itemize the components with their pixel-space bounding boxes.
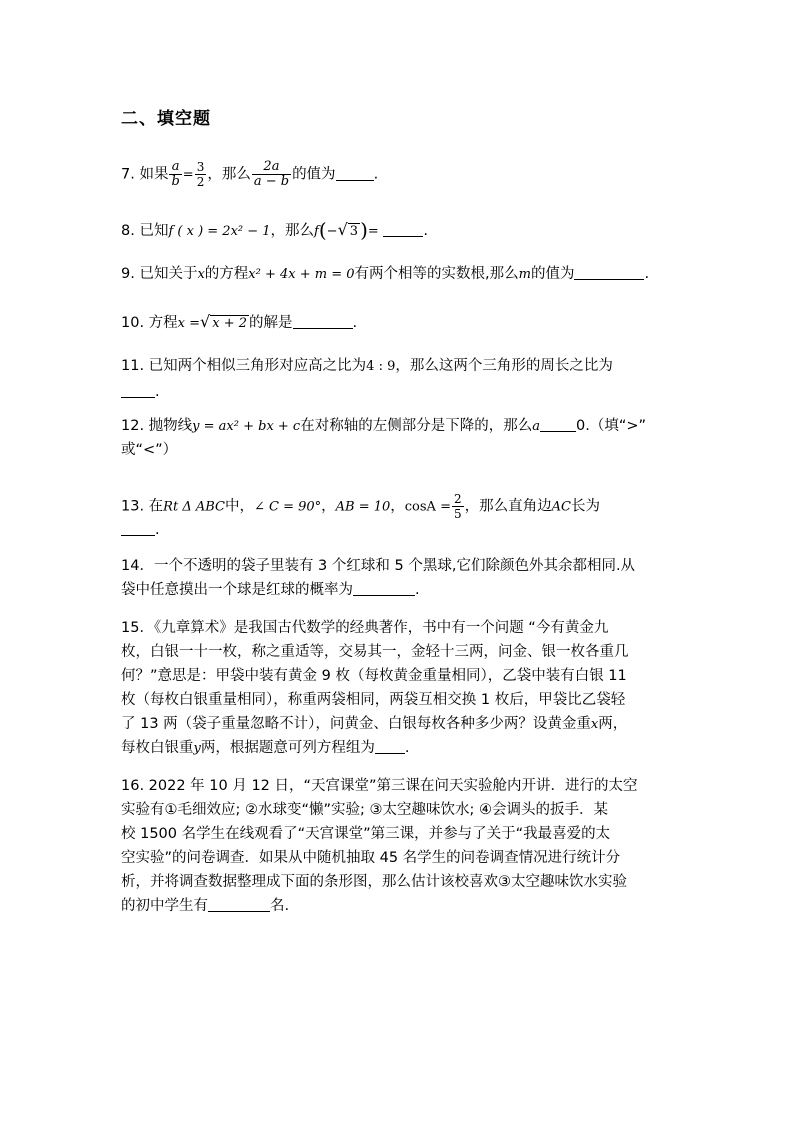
question-16: 16. 2022 年 10 月 12 日，“天宫课堂”第三课在问天实验舱内开讲．进行的太空 bbox=[121, 778, 638, 794]
fraction-2-over-5: $\frac{2}{5}$ bbox=[453, 492, 462, 521]
right-paren: ) bbox=[360, 218, 368, 242]
period: . bbox=[415, 582, 420, 598]
question-number: 8. bbox=[121, 223, 135, 239]
parabola-equation: y = ax² + bx + c bbox=[192, 419, 301, 434]
question-number: 10. bbox=[121, 315, 145, 331]
q13-text-2: 中， bbox=[224, 498, 254, 515]
variable-m: m bbox=[518, 267, 531, 282]
question-15-line-5 bbox=[121, 714, 627, 735]
answer-blank[interactable] bbox=[293, 314, 353, 329]
question-15-line-4: 枚（每枚白银重量相同），称重两袋相同，两袋互相交换 1 枚后，甲袋比乙袋轻 bbox=[121, 692, 626, 708]
q7-text-2: ，那么 bbox=[207, 166, 251, 183]
question-15-line-2: 枚，白银一十一枚，称之重适等，交易其一，金轻十三两，问金、银一枚各重几 bbox=[121, 644, 629, 660]
question-14: 14．一个不透明的袋子里装有 3 个红球和 5 个黑球,它们除颜色外其余都相同.从 bbox=[121, 558, 636, 574]
function-name: f bbox=[314, 224, 319, 239]
section-title: 二、填空题 bbox=[121, 109, 211, 129]
question-13-line-2 bbox=[121, 520, 160, 540]
question-16-line-5: 析，并将调查数据整理成下面的条形图，那么估计该校喜欢③太空趣味饮水实验 bbox=[121, 874, 627, 890]
answer-blank[interactable] bbox=[121, 521, 155, 536]
left-paren: ( bbox=[318, 218, 327, 242]
variable-x: x bbox=[197, 267, 205, 282]
answer-blank[interactable] bbox=[353, 581, 415, 596]
period: . bbox=[352, 315, 358, 331]
question-16-line-6 bbox=[121, 896, 289, 916]
question-14-line-2 bbox=[121, 580, 420, 600]
answer-blank[interactable] bbox=[336, 166, 374, 181]
question-15: 15．《九章算术》是我国古代数学的经典著作，书中有一个问题 “今有黄金九 bbox=[121, 620, 609, 636]
q14-text-2: 袋中任意摸出一个球是红球的概率为 bbox=[121, 582, 353, 598]
question-16-line-2: 实验有①毛细效应; ②水球变“懒”实验; ③太空趣味饮水; ④会调头的扳手．某 bbox=[121, 802, 609, 818]
side-ac: AC bbox=[551, 499, 571, 515]
q15-text-5b: 两， bbox=[598, 716, 628, 732]
question-12 bbox=[121, 416, 646, 437]
question-7 bbox=[121, 160, 378, 189]
q8-text-1: 已知 bbox=[139, 223, 169, 239]
q7-text-1: 如果 bbox=[139, 166, 169, 183]
period: . bbox=[404, 740, 410, 756]
answer-blank[interactable] bbox=[208, 897, 270, 912]
comma: ， bbox=[390, 498, 405, 515]
q11-text-2: ，那么这两个三角形的周长之比为 bbox=[395, 358, 613, 374]
q15-text-6: 每枚白银重 bbox=[121, 740, 194, 756]
q10-text-1: 方程 bbox=[148, 315, 178, 331]
q12-text-1: 抛物线 bbox=[148, 418, 193, 434]
variable-y: y bbox=[193, 741, 201, 756]
period: . bbox=[373, 166, 379, 183]
answer-blank[interactable] bbox=[121, 383, 155, 398]
sqrt-x-plus-2: √ x + 2 bbox=[200, 312, 247, 331]
period: . bbox=[644, 266, 650, 282]
variable-x: x bbox=[590, 717, 599, 732]
q13-text-1: 在 bbox=[148, 498, 164, 515]
q8-text-2: ，那么 bbox=[270, 223, 315, 239]
q15-text-5: 了 13 两（袋子重量忽略不计），问黄金、白银每枚各种多少两？设黄金重 bbox=[121, 716, 591, 732]
q10-text-2: 的解是 bbox=[249, 315, 293, 331]
period: . bbox=[423, 223, 428, 239]
fraction-2a-over-a-minus-b: $\frac{2a}{a - b}$ bbox=[253, 159, 290, 189]
comma: ， bbox=[321, 498, 336, 515]
equation-lhs: x = bbox=[177, 316, 201, 331]
side-ab: AB = 10 bbox=[335, 499, 391, 515]
question-12-line-2: 或“<”） bbox=[121, 442, 178, 458]
question-15-line-6 bbox=[121, 738, 409, 759]
q13-text-4: 长为 bbox=[570, 498, 600, 515]
question-11-line-2 bbox=[121, 382, 160, 402]
ratio: 4 : 9 bbox=[366, 359, 396, 374]
question-16-line-4: 空实验”的问卷调查．如果从中随机抽取 45 名学生的问卷调查情况进行统计分 bbox=[121, 850, 621, 866]
q12-text-3: 0.（填“>” bbox=[575, 418, 646, 434]
question-8 bbox=[121, 220, 428, 242]
q9-text-2: 的方程 bbox=[204, 266, 249, 282]
answer-blank[interactable] bbox=[375, 739, 405, 754]
q7-text-3: 的值为 bbox=[292, 166, 336, 183]
answer-blank[interactable] bbox=[383, 222, 423, 237]
variable-a: a bbox=[532, 419, 540, 434]
cos-a: cosA = bbox=[404, 499, 451, 515]
question-13 bbox=[121, 492, 600, 521]
question-15-line-3: 何？”意思是：甲袋中装有黄金 9 枚（每枚黄金重量相同），乙袋中装有白银 11 bbox=[121, 668, 627, 684]
answer-blank[interactable] bbox=[540, 417, 576, 432]
question-number: 9. bbox=[121, 266, 135, 282]
question-number: 12. bbox=[121, 418, 145, 434]
quadratic-equation: x² + 4x + m = 0 bbox=[248, 267, 355, 282]
question-11 bbox=[121, 356, 613, 377]
q12-text-2: 在对称轴的左侧部分是下降的，那么 bbox=[300, 418, 533, 434]
fraction-3-over-2: $\frac{3}{2}$ bbox=[196, 160, 205, 189]
q16-text-6b: 名. bbox=[270, 898, 290, 914]
fraction-a-over-b: $\frac{a}{b}$ bbox=[171, 159, 180, 189]
q9-text-1: 已知关于 bbox=[139, 266, 198, 282]
triangle-label: Rt Δ ABC bbox=[163, 499, 225, 515]
question-number: 13. bbox=[121, 498, 145, 515]
function-definition: f ( x ) = 2x² − 1 bbox=[168, 224, 271, 239]
equals-sign: = bbox=[182, 167, 194, 183]
answer-blank[interactable] bbox=[574, 265, 644, 280]
equals-sign: = bbox=[367, 224, 379, 239]
angle-c: ∠ C = 90° bbox=[253, 499, 322, 515]
question-16-line-3: 校 1500 名学生在线观看了“天宫课堂”第三课，并参与了关于“我最喜爱的太 bbox=[121, 826, 611, 842]
period: . bbox=[155, 522, 160, 538]
question-number: 7. bbox=[121, 166, 135, 183]
question-number: 11. bbox=[121, 358, 145, 374]
minus-sign: − bbox=[326, 224, 338, 239]
question-9 bbox=[121, 264, 649, 285]
question-10 bbox=[121, 312, 357, 334]
q9-text-4: 的值为 bbox=[530, 266, 575, 282]
q9-text-3: 有两个相等的实数根,那么 bbox=[354, 266, 519, 282]
sqrt-3: √ 3 bbox=[337, 220, 359, 239]
q16-text-6: 的初中学生有 bbox=[121, 898, 208, 914]
q11-text-1: 已知两个相似三角形对应高之比为 bbox=[148, 358, 367, 374]
q15-text-6b: 两，根据题意可列方程组为 bbox=[200, 740, 375, 756]
q13-text-3: ，那么直角边 bbox=[464, 498, 552, 515]
period: . bbox=[155, 384, 160, 400]
